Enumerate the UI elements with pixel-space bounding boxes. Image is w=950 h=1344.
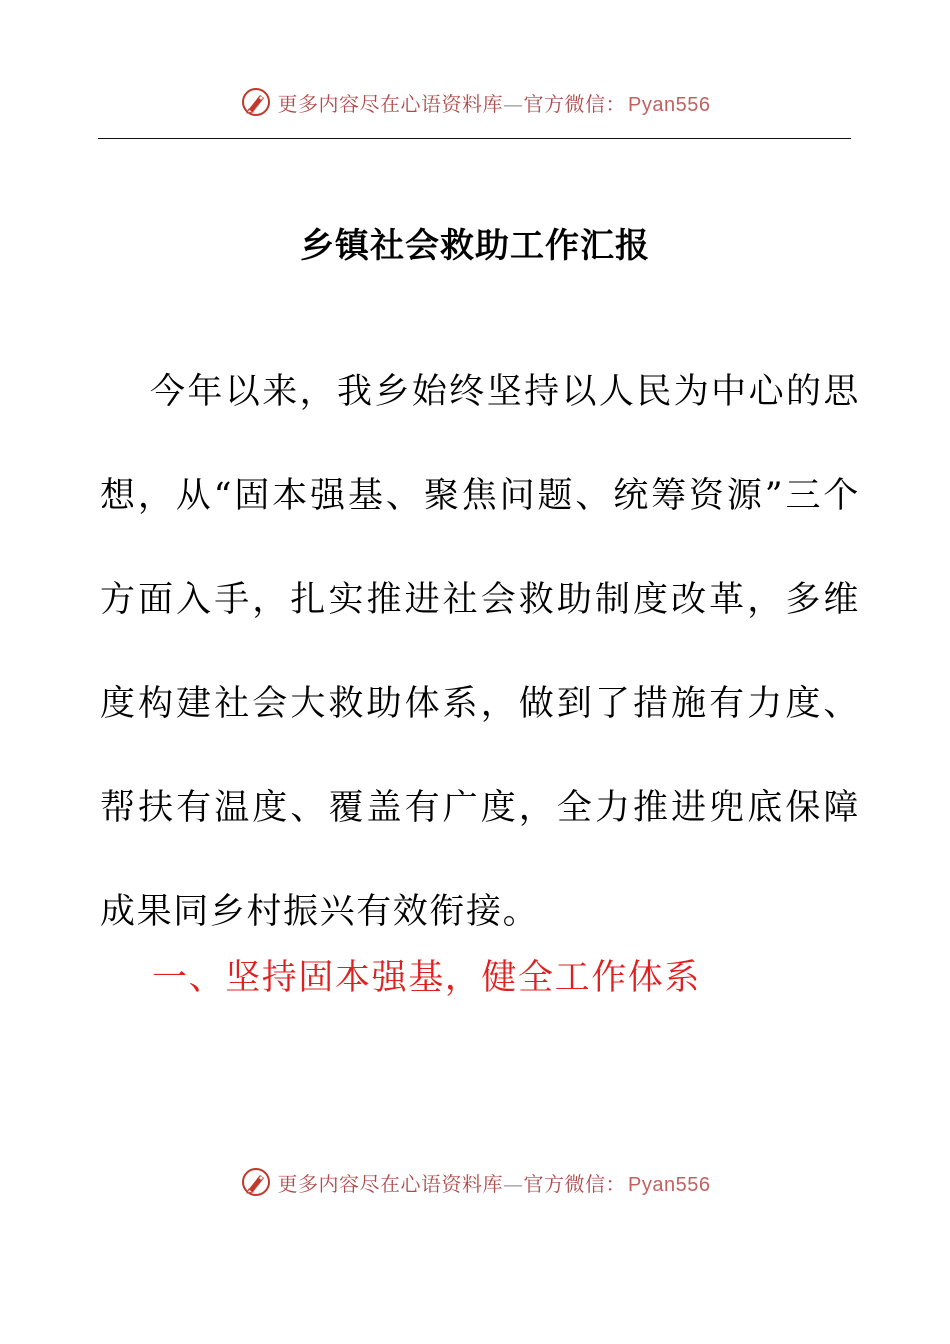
body-paragraph: 今年以来，我乡始终坚持以人民为中心的思想，从“固本强基、聚焦问题、统筹资源”三个方面入手，扎实推进社会救助制度改革，多维度构建社会大救助体系，做到了措施有力度、帮扶有温度、覆盖有广度，全力推进兜底保障成果同乡村振兴有效衔接。 [100,372,860,932]
header-banner [0,82,950,122]
footer-banner [0,1162,950,1202]
banner-wechat-id: Pyan556 [628,1173,711,1196]
document-title: 乡镇社会救助工作汇报 [300,226,650,266]
section-heading: 一、坚持固本强基，健全工作体系 [152,958,702,998]
banner-dash: — [503,1171,524,1196]
pen-nib-logo-icon [240,86,272,118]
header-divider [98,138,851,139]
banner-text [278,1168,711,1197]
pen-nib-logo-icon [240,1166,272,1198]
banner-dash: — [503,91,524,116]
banner-wechat-id: Pyan556 [628,93,711,116]
banner-wechat-label: 官方微信： [523,91,627,116]
banner-slogan: 更多内容尽在心语资料库 [277,91,504,116]
banner-slogan: 更多内容尽在心语资料库 [277,1171,504,1196]
banner-wechat-label: 官方微信： [523,1171,627,1196]
banner-text [278,88,711,117]
